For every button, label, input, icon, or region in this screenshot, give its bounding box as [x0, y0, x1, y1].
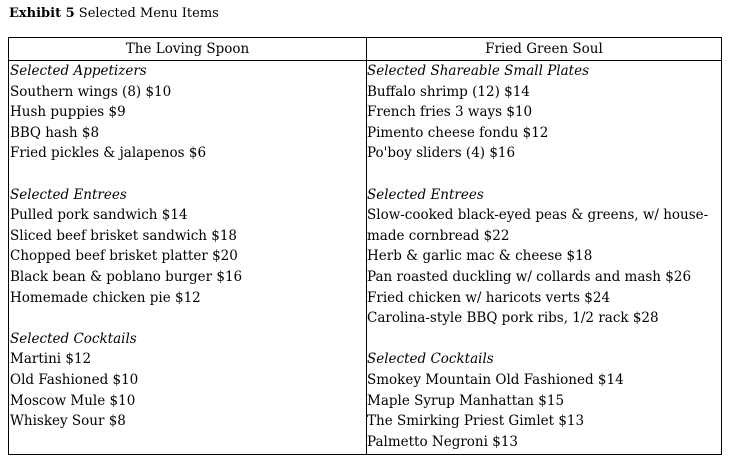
loving-spoon-column: [10, 61, 364, 432]
section-spacer: [10, 164, 364, 185]
menu-item: Pimento cheese fondu $12: [367, 124, 549, 141]
section-heading-cocktails: Selected Cocktails: [367, 351, 494, 368]
menu-item: Carolina-style BBQ pork ribs, 1/2 rack $28: [367, 310, 659, 327]
exhibit-caption: [9, 5, 219, 23]
menu-item: Moscow Mule $10: [10, 392, 136, 409]
section-heading-appetizers: Selected Appetizers: [10, 63, 147, 79]
menu-item: Maple Syrup Manhattan $15: [367, 392, 565, 409]
menu-item: Fried chicken w/ haricots verts $24: [367, 289, 611, 306]
section-heading-entrees: Selected Entrees: [367, 186, 484, 203]
menu-item: Smokey Mountain Old Fashioned $14: [367, 371, 624, 388]
column-header-loving-spoon: The Loving Spoon: [125, 41, 250, 57]
section-spacer: [367, 164, 721, 185]
menu-item: Buffalo shrimp (12) $14: [367, 83, 530, 100]
menu-item: French fries 3 ways $10: [367, 104, 533, 121]
section-heading-entrees: Selected Entrees: [10, 186, 127, 203]
menu-item: Martini $12: [10, 351, 92, 368]
menu-item: Pan roasted duckling w/ collards and mash $26: [367, 268, 692, 285]
menu-item: Slow-cooked black-eyed peas & greens, w/ house-: [367, 207, 709, 224]
menu-item: BBQ hash $8: [10, 124, 100, 141]
menu-item: The Smirking Priest Gimlet $13: [367, 413, 585, 430]
menu-item: Chopped beef brisket platter $20: [10, 248, 238, 265]
menu-item: Palmetto Negroni $13: [367, 433, 518, 450]
menu-item: Hush puppies $9: [10, 104, 126, 121]
section-heading-cocktails: Selected Cocktails: [10, 330, 137, 347]
section-heading-small-plates: Selected Shareable Small Plates: [367, 63, 589, 79]
menu-item: made cornbread $22: [367, 227, 510, 244]
table-header-row: [9, 38, 721, 61]
section-spacer: [10, 308, 364, 329]
fried-green-soul-column: [367, 61, 721, 452]
menu-item: Old Fashioned $10: [10, 371, 139, 388]
menu-item: Southern wings (8) $10: [10, 83, 172, 100]
exhibit-title: Selected Menu Items: [78, 6, 219, 21]
exhibit-label: Exhibit 5: [9, 6, 75, 21]
menu-item: Sliced beef brisket sandwich $18: [10, 227, 238, 244]
menu-item: Whiskey Sour $8: [10, 413, 126, 430]
section-spacer: [367, 329, 721, 350]
menu-table: [8, 37, 722, 455]
menu-item: Homemade chicken pie $12: [10, 289, 201, 306]
menu-item: Po'boy sliders (4) $16: [367, 145, 516, 162]
menu-item: Black bean & poblano burger $16: [10, 268, 243, 285]
menu-item: Pulled pork sandwich $14: [10, 207, 188, 224]
menu-item: Herb & garlic mac & cheese $18: [367, 248, 593, 265]
menu-item: Fried pickles & jalapenos $6: [10, 145, 207, 162]
column-header-fried-green-soul: Fried Green Soul: [485, 41, 603, 57]
